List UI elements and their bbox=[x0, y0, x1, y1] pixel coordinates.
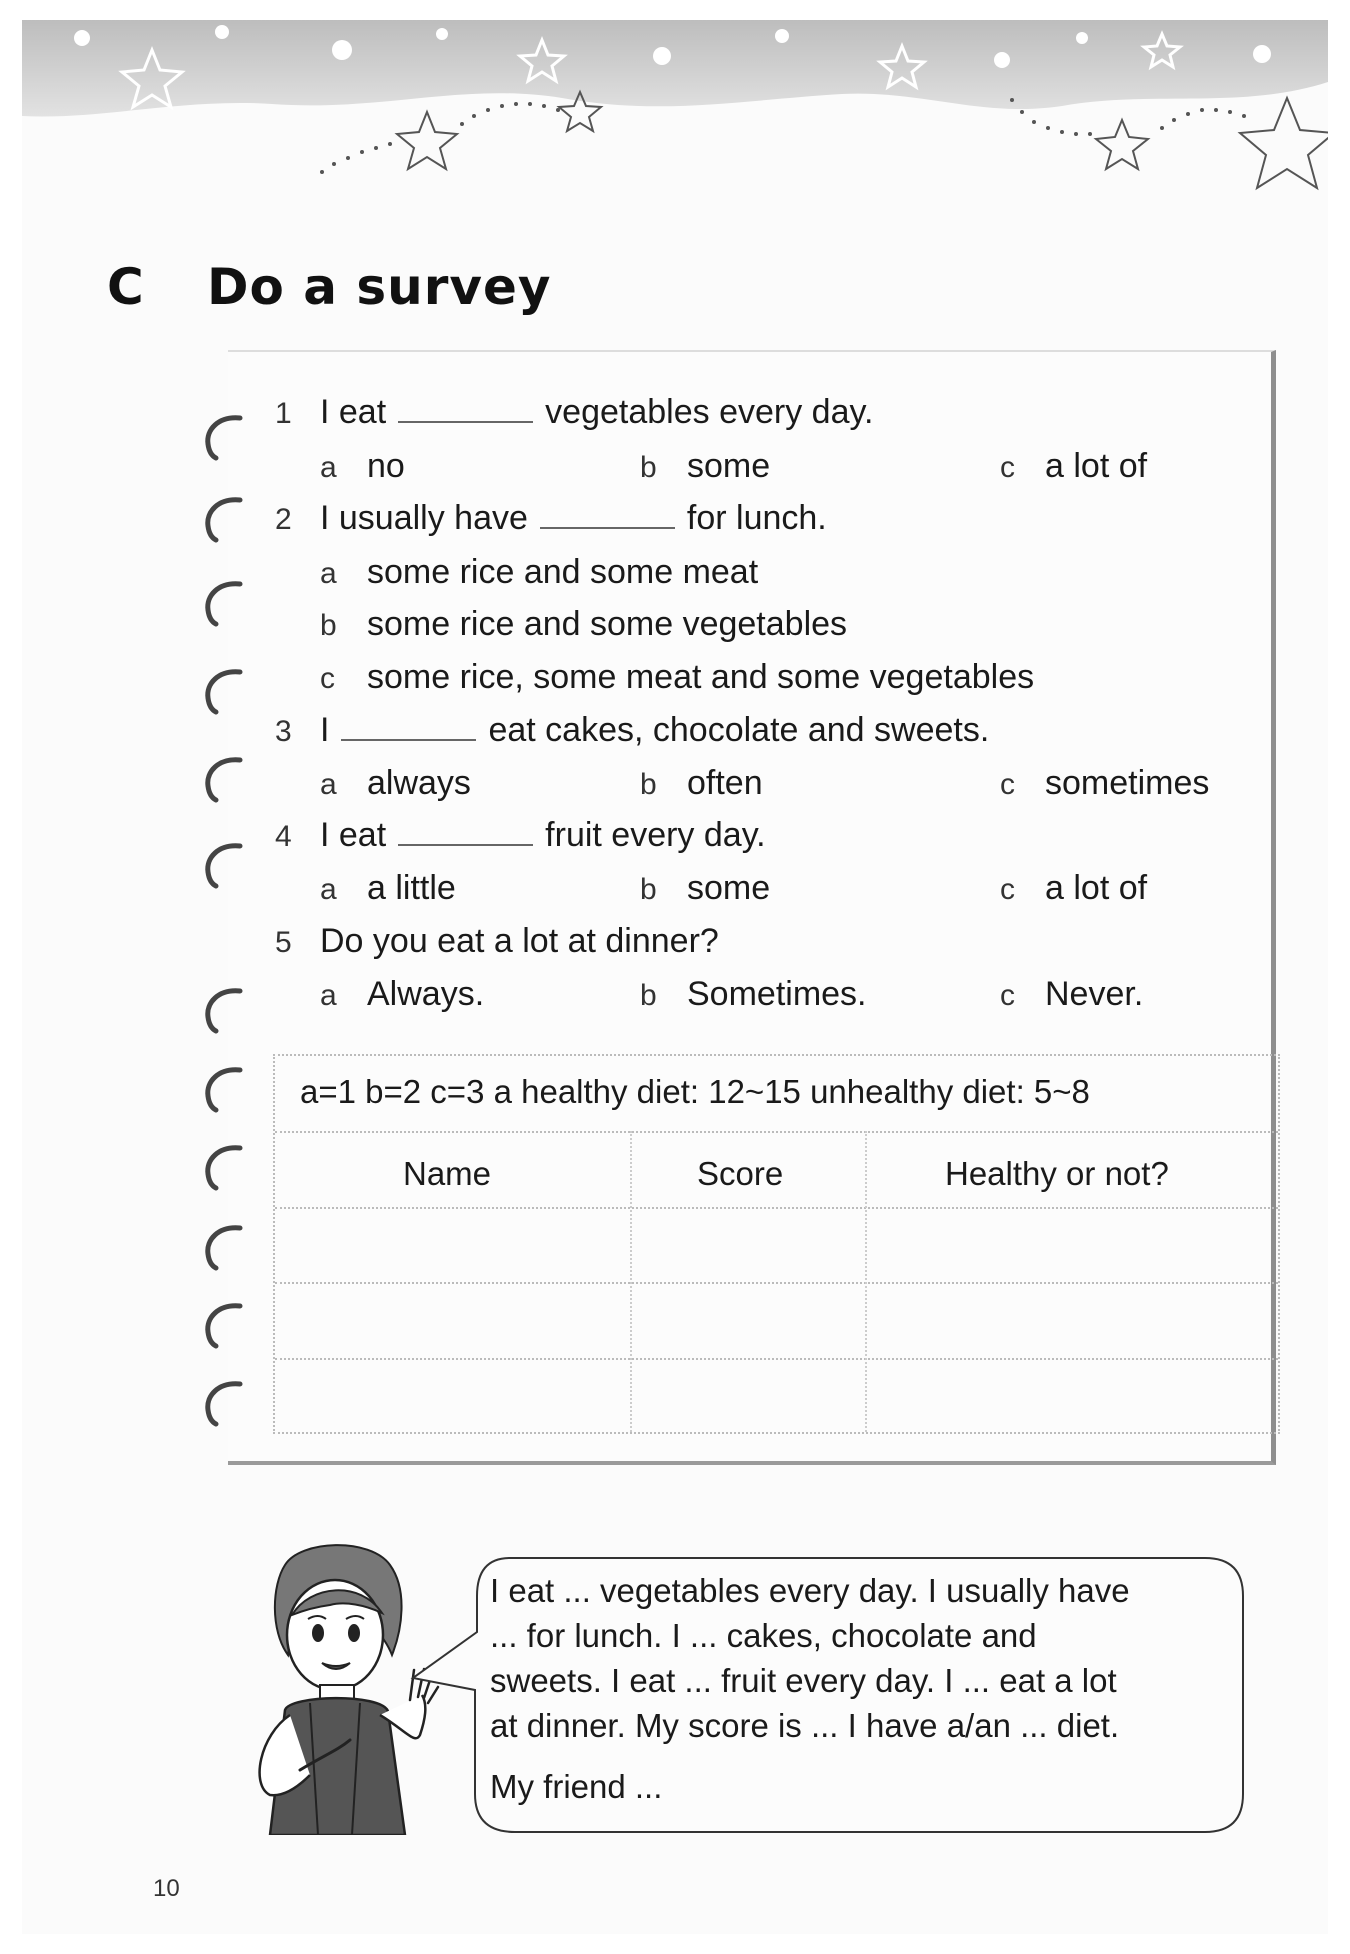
option-text[interactable]: Sometimes. bbox=[687, 975, 867, 1013]
binder-ring-icon bbox=[200, 1298, 248, 1350]
answer-blank[interactable] bbox=[540, 501, 675, 529]
table-header-name: Name bbox=[403, 1155, 492, 1192]
option-letter: b bbox=[640, 451, 657, 484]
question-text: I eat bbox=[320, 393, 387, 431]
binder-ring-icon bbox=[200, 664, 248, 716]
table-header-healthy: Healthy or not? bbox=[945, 1155, 1169, 1192]
speech-line: ... for lunch. I ... cakes, chocolate and bbox=[490, 1617, 1037, 1654]
scoring-key: a=1 b=2 c=3 a healthy diet: 12~15 unhealthy diet: 5~8 bbox=[300, 1073, 1090, 1110]
option-letter: a bbox=[320, 979, 337, 1012]
section-heading bbox=[107, 258, 552, 316]
table-cell-score[interactable] bbox=[632, 1209, 863, 1281]
binder-ring-icon bbox=[200, 1140, 248, 1192]
question-number: 2 bbox=[275, 503, 292, 536]
option-letter: c bbox=[1000, 979, 1015, 1012]
option-text[interactable]: some rice, some meat and some vegetables bbox=[367, 658, 1035, 696]
option-letter: c bbox=[1000, 451, 1015, 484]
question-text: for lunch. bbox=[686, 499, 827, 537]
option-text[interactable]: sometimes bbox=[1045, 764, 1210, 802]
table-cell-name[interactable] bbox=[277, 1360, 628, 1432]
option-text[interactable]: some bbox=[687, 869, 771, 907]
question-text: Do you eat a lot at dinner? bbox=[320, 922, 719, 960]
binder-ring-icon bbox=[200, 410, 248, 462]
option-letter: c bbox=[320, 662, 335, 695]
binder-ring-icon bbox=[200, 752, 248, 804]
table-divider bbox=[275, 1131, 1278, 1133]
binder-ring-icon bbox=[200, 492, 248, 544]
binder-ring-icon bbox=[200, 576, 248, 628]
option-text[interactable]: a lot of bbox=[1045, 869, 1148, 907]
option-letter: a bbox=[320, 557, 337, 590]
option-letter: a bbox=[320, 873, 337, 906]
table-header-score: Score bbox=[697, 1155, 784, 1192]
question-4-text bbox=[320, 816, 766, 855]
option-text[interactable]: Always. bbox=[367, 975, 485, 1013]
answer-blank[interactable] bbox=[398, 818, 533, 846]
option-letter: a bbox=[320, 451, 337, 484]
answer-blank[interactable] bbox=[398, 395, 533, 423]
speech-line: sweets. I eat ... fruit every day. I ... eat a lot bbox=[490, 1662, 1117, 1699]
speech-line: at dinner. My score is ... I have a/an ... diet. bbox=[490, 1707, 1120, 1744]
binder-ring-icon bbox=[200, 838, 248, 890]
question-text: I bbox=[320, 711, 330, 749]
question-3-text bbox=[320, 711, 989, 750]
section-letter: C bbox=[107, 258, 145, 316]
option-letter: b bbox=[640, 873, 657, 906]
question-1-text bbox=[320, 393, 873, 432]
option-text[interactable]: no bbox=[367, 447, 405, 485]
binder-ring-icon bbox=[200, 1062, 248, 1114]
option-text[interactable]: some rice and some meat bbox=[367, 553, 759, 591]
question-text: vegetables every day. bbox=[545, 393, 874, 431]
table-cell-score[interactable] bbox=[632, 1284, 863, 1356]
option-letter: b bbox=[320, 609, 337, 642]
option-text[interactable]: Never. bbox=[1045, 975, 1144, 1013]
question-number: 1 bbox=[275, 397, 292, 430]
binder-ring-icon bbox=[200, 983, 248, 1035]
option-text[interactable]: a lot of bbox=[1045, 447, 1148, 485]
table-cell-healthy[interactable] bbox=[867, 1209, 1276, 1281]
binder-ring-icon bbox=[200, 1220, 248, 1272]
question-text: I usually have bbox=[320, 499, 528, 537]
table-cell-name[interactable] bbox=[277, 1284, 628, 1356]
question-number: 5 bbox=[275, 926, 292, 959]
speech-tail: My friend ... bbox=[490, 1768, 663, 1805]
option-letter: c bbox=[1000, 768, 1015, 801]
table-cell-healthy[interactable] bbox=[867, 1360, 1276, 1432]
question-text: I eat bbox=[320, 816, 387, 854]
table-cell-score[interactable] bbox=[632, 1360, 863, 1432]
star-banner bbox=[22, 20, 1328, 220]
page-number: 10 bbox=[153, 1875, 180, 1902]
option-letter: b bbox=[640, 768, 657, 801]
option-text[interactable]: some bbox=[687, 447, 771, 485]
option-letter: a bbox=[320, 768, 337, 801]
option-text[interactable]: often bbox=[687, 764, 763, 802]
table-cell-healthy[interactable] bbox=[867, 1284, 1276, 1356]
question-text: fruit every day. bbox=[545, 816, 766, 854]
table-cell-name[interactable] bbox=[277, 1209, 628, 1281]
option-text[interactable]: a little bbox=[367, 869, 456, 907]
speech-text bbox=[490, 1568, 1230, 1809]
section-title: Do a survey bbox=[207, 258, 552, 316]
question-text: eat cakes, chocolate and sweets. bbox=[488, 711, 990, 749]
option-text[interactable]: some rice and some vegetables bbox=[367, 605, 848, 643]
option-letter: b bbox=[640, 979, 657, 1012]
speech-line: I eat ... vegetables every day. I usually have bbox=[490, 1572, 1130, 1609]
binder-ring-icon bbox=[200, 1376, 248, 1428]
question-number: 3 bbox=[275, 715, 292, 748]
question-number: 4 bbox=[275, 820, 292, 853]
answer-blank[interactable] bbox=[341, 713, 476, 741]
option-text[interactable]: always bbox=[367, 764, 471, 802]
question-2-text bbox=[320, 499, 827, 538]
option-letter: c bbox=[1000, 873, 1015, 906]
